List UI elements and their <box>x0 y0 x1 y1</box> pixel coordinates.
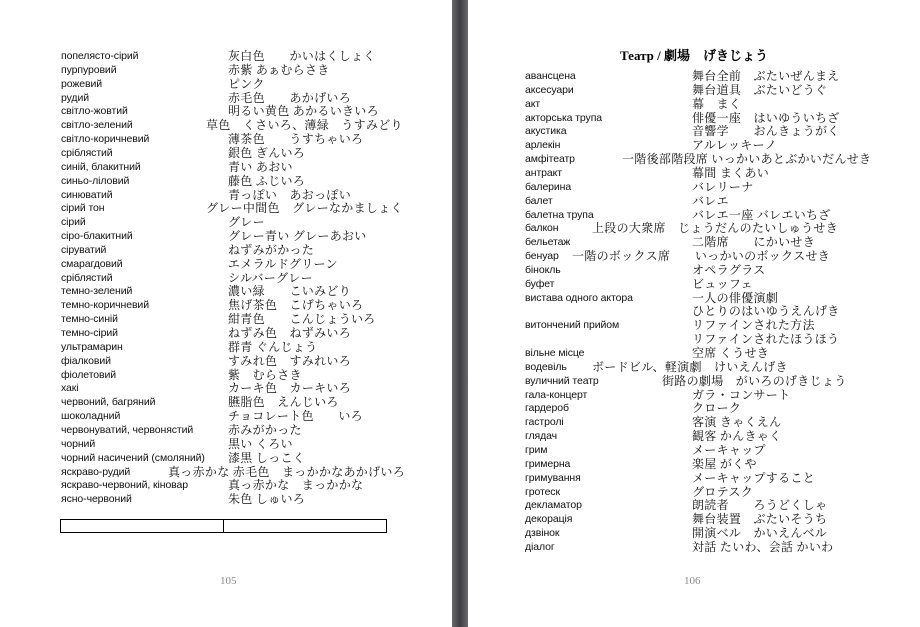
vocab-entry <box>61 436 293 451</box>
vocab-entry <box>61 145 306 160</box>
ukrainian-term: вистава одного актора <box>525 291 633 304</box>
vocab-entry <box>525 124 840 139</box>
ukrainian-term: балкон <box>525 222 559 235</box>
vocab-entry <box>525 456 757 471</box>
vocab-entry <box>61 104 379 119</box>
ukrainian-term: бінокль <box>525 263 561 276</box>
japanese-translation: 幕間 まくあい <box>692 165 770 180</box>
japanese-translation: リファインされたほうほう <box>692 332 840 347</box>
ukrainian-term: декорація <box>525 513 573 526</box>
ukrainian-term: аксесуари <box>525 83 574 96</box>
japanese-translation: エメラルドグリーン <box>228 256 338 271</box>
vocab-entry <box>525 179 754 194</box>
vocab-entry <box>525 276 753 291</box>
ukrainian-term: глядач <box>525 430 558 443</box>
ukrainian-term: гримерна <box>525 457 571 470</box>
vocab-entry <box>525 373 847 388</box>
vocab-entry <box>525 235 816 250</box>
ukrainian-term: витончений прийом <box>525 319 620 332</box>
vocab-entry <box>61 422 302 437</box>
japanese-translation: メーキャップ <box>692 442 766 457</box>
japanese-translation: 幕 まく <box>692 96 742 111</box>
japanese-translation: すみれ色 すみれいろ <box>228 353 352 368</box>
vocab-entry <box>525 484 754 499</box>
japanese-translation: カーキ色 カーキいろ <box>228 381 352 396</box>
japanese-translation: 焦げ茶色 こげちゃいろ <box>228 298 364 313</box>
ukrainian-term: чорний насичений (смоляний) <box>61 451 205 464</box>
japanese-translation: 青い あおい <box>228 159 293 174</box>
vocab-entry <box>525 526 828 541</box>
vocab-entry <box>61 242 315 257</box>
vocab-entry <box>61 173 306 188</box>
page-number-right: 106 <box>684 575 701 587</box>
ukrainian-term: синій, блакитний <box>61 160 141 173</box>
vocab-entry <box>525 96 742 111</box>
japanese-translation: グレー <box>228 215 265 230</box>
ukrainian-term: темно-сірий <box>61 327 118 339</box>
japanese-translation: 朗読者 ろうどくしゃ <box>692 498 828 513</box>
japanese-translation: 一人の俳優演劇 <box>692 290 779 305</box>
vocab-entry <box>61 118 403 133</box>
vocab-entry <box>525 262 766 277</box>
ukrainian-term: ультрамарин <box>61 340 123 353</box>
japanese-translation: 舞台道具 ぶたいどうぐ <box>692 82 828 97</box>
japanese-translation: メーキャップすること <box>692 470 816 485</box>
ukrainian-term: акт <box>525 97 541 110</box>
vocab-entry <box>525 512 828 527</box>
ukrainian-term: вільне місце <box>525 347 585 359</box>
ukrainian-term: синьо-ліловий <box>61 174 130 187</box>
vocab-entry <box>525 221 839 236</box>
ukrainian-term: попелясто-сірий <box>61 50 139 62</box>
vocab-entry <box>525 387 791 402</box>
ukrainian-term: акустика <box>525 125 567 138</box>
ukrainian-term: смарагдовий <box>61 257 123 270</box>
ukrainian-term: сріблястий <box>61 271 113 284</box>
japanese-translation: 草色 くさいろ、薄緑 うすみどり <box>206 118 403 133</box>
japanese-translation: ピンク <box>228 76 265 91</box>
ukrainian-term: гала-концерт <box>525 388 588 401</box>
japanese-translation: 赤紫 あぁむらさき <box>228 62 330 77</box>
japanese-translation: 臙脂色 えんじいろ <box>228 395 339 410</box>
japanese-translation: チョコレート色 いろ <box>228 409 363 424</box>
japanese-translation: 対話 たいわ、会話 かいわ <box>692 539 834 554</box>
japanese-translation: 銀色 ぎんいろ <box>228 145 306 160</box>
ukrainian-term: буфет <box>525 277 555 290</box>
japanese-translation: ボードビル、軽演劇 けいえんげき <box>592 359 788 374</box>
japanese-translation: 観客 かんきゃく <box>692 429 782 444</box>
vocab-entry <box>61 256 338 271</box>
japanese-translation: バレリーナ <box>692 179 754 194</box>
ukrainian-term: сіро-блакитний <box>61 230 133 243</box>
japanese-translation: ビュッフェ <box>692 276 753 291</box>
japanese-translation: グロテスク <box>692 484 754 499</box>
japanese-translation: 黒い くろい <box>228 436 293 451</box>
ukrainian-term: світло-коричневий <box>61 133 150 146</box>
japanese-translation: 紺青色 こんじょういろ <box>228 312 376 327</box>
ukrainian-term: бенуар <box>525 250 559 263</box>
japanese-translation: リファインされた方法 <box>692 318 815 333</box>
japanese-translation: 濃い緑 こいみどり <box>228 284 352 299</box>
japanese-translation: 明るい黄色 あかるいきいろ <box>228 104 379 119</box>
vocab-entry <box>525 165 770 180</box>
japanese-translation: アルレッキーノ <box>692 138 777 153</box>
vocab-entry <box>61 159 293 174</box>
vocab-entry <box>61 478 364 493</box>
vocab-entry <box>61 492 306 507</box>
vocab-entry <box>525 82 828 97</box>
japanese-translation: 楽屋 がくや <box>692 456 757 471</box>
ukrainian-term: авансцена <box>525 70 576 82</box>
vocab-entry <box>525 249 831 264</box>
vocab-entry <box>525 359 788 374</box>
empty-table <box>60 519 387 533</box>
vocab-entry <box>525 318 815 333</box>
japanese-translation: 真っ赤かな 赤毛色 まっかかなあかげいろ <box>168 464 406 479</box>
japanese-translation: 紫 むらさき <box>228 367 302 382</box>
japanese-translation: 舞台装置 ぶたいそうち <box>692 512 828 527</box>
ukrainian-term: світло-жовтий <box>61 105 128 118</box>
vocab-entry <box>61 298 364 313</box>
japanese-translation: 一階後部階段席 いっかいあとぶかいだんせき <box>622 152 872 167</box>
ukrainian-term: рожевий <box>61 77 103 90</box>
japanese-translation: 真っ赤かな まっかかな <box>228 478 364 493</box>
vocab-entry <box>61 367 302 382</box>
ukrainian-term: акторська трупа <box>525 111 603 124</box>
japanese-translation: 藤色 ふじいろ <box>228 173 306 188</box>
japanese-translation: 客演 きゃくえん <box>692 415 782 430</box>
vocab-entry <box>525 346 770 360</box>
vocab-entry <box>525 138 777 153</box>
japanese-translation: ねずみ色 ねずみいろ <box>228 326 352 340</box>
vocab-entry <box>61 215 265 230</box>
japanese-translation: 灰白色 かいはくしょく <box>228 49 376 63</box>
ukrainian-term: світло-зелений <box>61 119 133 132</box>
vocab-entry <box>61 49 376 63</box>
vocab-entry <box>525 401 742 416</box>
vocab-entry <box>525 290 779 305</box>
japanese-translation: ひとりのはいゆうえんげき <box>692 304 840 319</box>
japanese-translation: グレー中間色 グレーなかましょく <box>206 201 403 216</box>
ukrainian-term: грим <box>525 443 548 456</box>
japanese-translation: 青っぽい あおっぽい <box>228 187 352 202</box>
japanese-translation: 上段の大衆席 じょうだんのたいしゅうせき <box>592 221 839 236</box>
japanese-translation: ねずみがかった <box>228 242 315 257</box>
vocab-entry <box>61 395 339 410</box>
ukrainian-term: сріблястий <box>61 146 113 159</box>
ukrainian-term: темно-коричневий <box>61 299 149 312</box>
ukrainian-term: сіруватий <box>61 243 107 256</box>
ukrainian-term: діалог <box>525 540 555 553</box>
ukrainian-term: дзвінок <box>525 527 560 540</box>
page-number-left: 105 <box>220 575 237 587</box>
ukrainian-term: червоний, багряний <box>61 396 156 409</box>
japanese-translation: 一階のボックス席 いっかいのボックスせき <box>572 249 831 264</box>
ukrainian-term: декламатор <box>525 499 582 512</box>
japanese-translation: 空席 くうせき <box>692 346 770 360</box>
japanese-translation: グレー青い グレーあおい <box>228 229 367 244</box>
ukrainian-term: арлекін <box>525 139 561 152</box>
japanese-translation: 漆黒 しっこく <box>228 450 306 465</box>
japanese-translation: 街路の劇場 がいろのげきじょう <box>662 373 847 388</box>
japanese-translation: クローク <box>692 401 742 416</box>
ukrainian-term: бельетаж <box>525 236 571 249</box>
vocab-entry <box>61 409 363 424</box>
vocab-entry <box>61 62 330 77</box>
japanese-translation: 朱色 しゅいろ <box>228 492 306 507</box>
ukrainian-term: балерина <box>525 180 572 193</box>
vocab-entry <box>525 539 834 554</box>
japanese-translation: 群青 ぐんじょう <box>228 339 318 354</box>
ukrainian-term: синюватий <box>61 188 113 201</box>
vocab-entry <box>61 326 352 340</box>
japanese-translation: シルバーグレー <box>228 270 313 285</box>
vocab-entry <box>525 470 816 485</box>
japanese-translation: オペラグラス <box>692 262 766 277</box>
ukrainian-term: яскраво-рудий <box>61 465 131 478</box>
ukrainian-term: гастролі <box>525 416 564 429</box>
japanese-translation: 赤毛色 あかげいろ <box>228 90 352 105</box>
table-divider <box>223 520 224 532</box>
ukrainian-term: сірий тон <box>61 202 105 215</box>
vocab-entry <box>525 442 766 457</box>
vocab-entry <box>525 152 872 167</box>
vocab-entry <box>61 270 313 285</box>
japanese-translation: 俳優一座 はいゆういちざ <box>692 110 840 125</box>
book-spine <box>452 0 468 627</box>
ukrainian-term: амфітеатр <box>525 153 575 166</box>
ukrainian-term: сірий <box>61 216 86 229</box>
japanese-translation: 赤みがかった <box>228 422 302 437</box>
vocab-entry <box>525 110 840 125</box>
ukrainian-term: балетна трупа <box>525 208 594 221</box>
vocab-entry <box>61 381 352 396</box>
vocab-entry <box>525 498 828 513</box>
ukrainian-term: антракт <box>525 166 562 179</box>
vocab-entry <box>61 90 352 105</box>
vocab-entry <box>525 415 782 430</box>
ukrainian-term: червонуватий, червонястий <box>61 423 194 436</box>
ukrainian-term: пурпуровий <box>61 63 117 76</box>
vocab-entry <box>525 207 831 222</box>
ukrainian-term: темно-зелений <box>61 285 133 298</box>
ukrainian-term: гримування <box>525 471 581 484</box>
japanese-translation: 薄茶色 うすちゃいろ <box>228 132 364 147</box>
ukrainian-term: вуличний театр <box>525 374 599 387</box>
ukrainian-term: балет <box>525 194 553 207</box>
page-title: Театр / 劇場 げきじょう <box>620 48 768 63</box>
ukrainian-term: яскраво-червоний, кіновар <box>61 479 189 492</box>
ukrainian-term: хакі <box>61 382 79 395</box>
ukrainian-term: ясно-червоний <box>61 493 132 506</box>
ukrainian-term: фіолетовий <box>61 368 117 381</box>
vocab-entry <box>61 229 367 244</box>
ukrainian-term: водевіль <box>525 360 567 373</box>
japanese-translation: 音響学 おんきょうがく <box>692 124 840 139</box>
ukrainian-term: фіалковий <box>61 354 111 367</box>
ukrainian-term: шоколадний <box>61 410 121 423</box>
vocab-entry <box>61 76 265 91</box>
japanese-translation: バレエ <box>692 193 729 208</box>
vocab-entry <box>525 193 729 208</box>
japanese-translation: 二階席 にかいせき <box>692 235 816 250</box>
ukrainian-term: гардероб <box>525 402 569 415</box>
vocab-entry <box>61 201 403 216</box>
vocab-entry <box>61 132 364 147</box>
vocab-entry <box>61 312 376 327</box>
vocab-entry <box>61 284 352 299</box>
vocab-entry <box>61 353 352 368</box>
vocab-entry <box>61 187 352 202</box>
ukrainian-term: чорний <box>61 437 96 450</box>
vocab-entry <box>61 339 318 354</box>
ukrainian-term: гротеск <box>525 485 560 498</box>
vocab-entry <box>61 450 306 465</box>
ukrainian-term: рудий <box>61 91 89 104</box>
japanese-translation: 開演ベル かいえんベル <box>692 526 828 541</box>
vocab-entry <box>525 429 782 444</box>
ukrainian-term: темно-синій <box>61 313 118 326</box>
japanese-translation: バレエ一座 バレエいちざ <box>692 207 831 222</box>
japanese-translation: ガラ・コンサート <box>692 387 791 402</box>
vocab-entry <box>61 464 406 479</box>
vocab-entry <box>525 69 840 83</box>
japanese-translation: 舞台全前 ぶたいぜんまえ <box>692 69 840 83</box>
